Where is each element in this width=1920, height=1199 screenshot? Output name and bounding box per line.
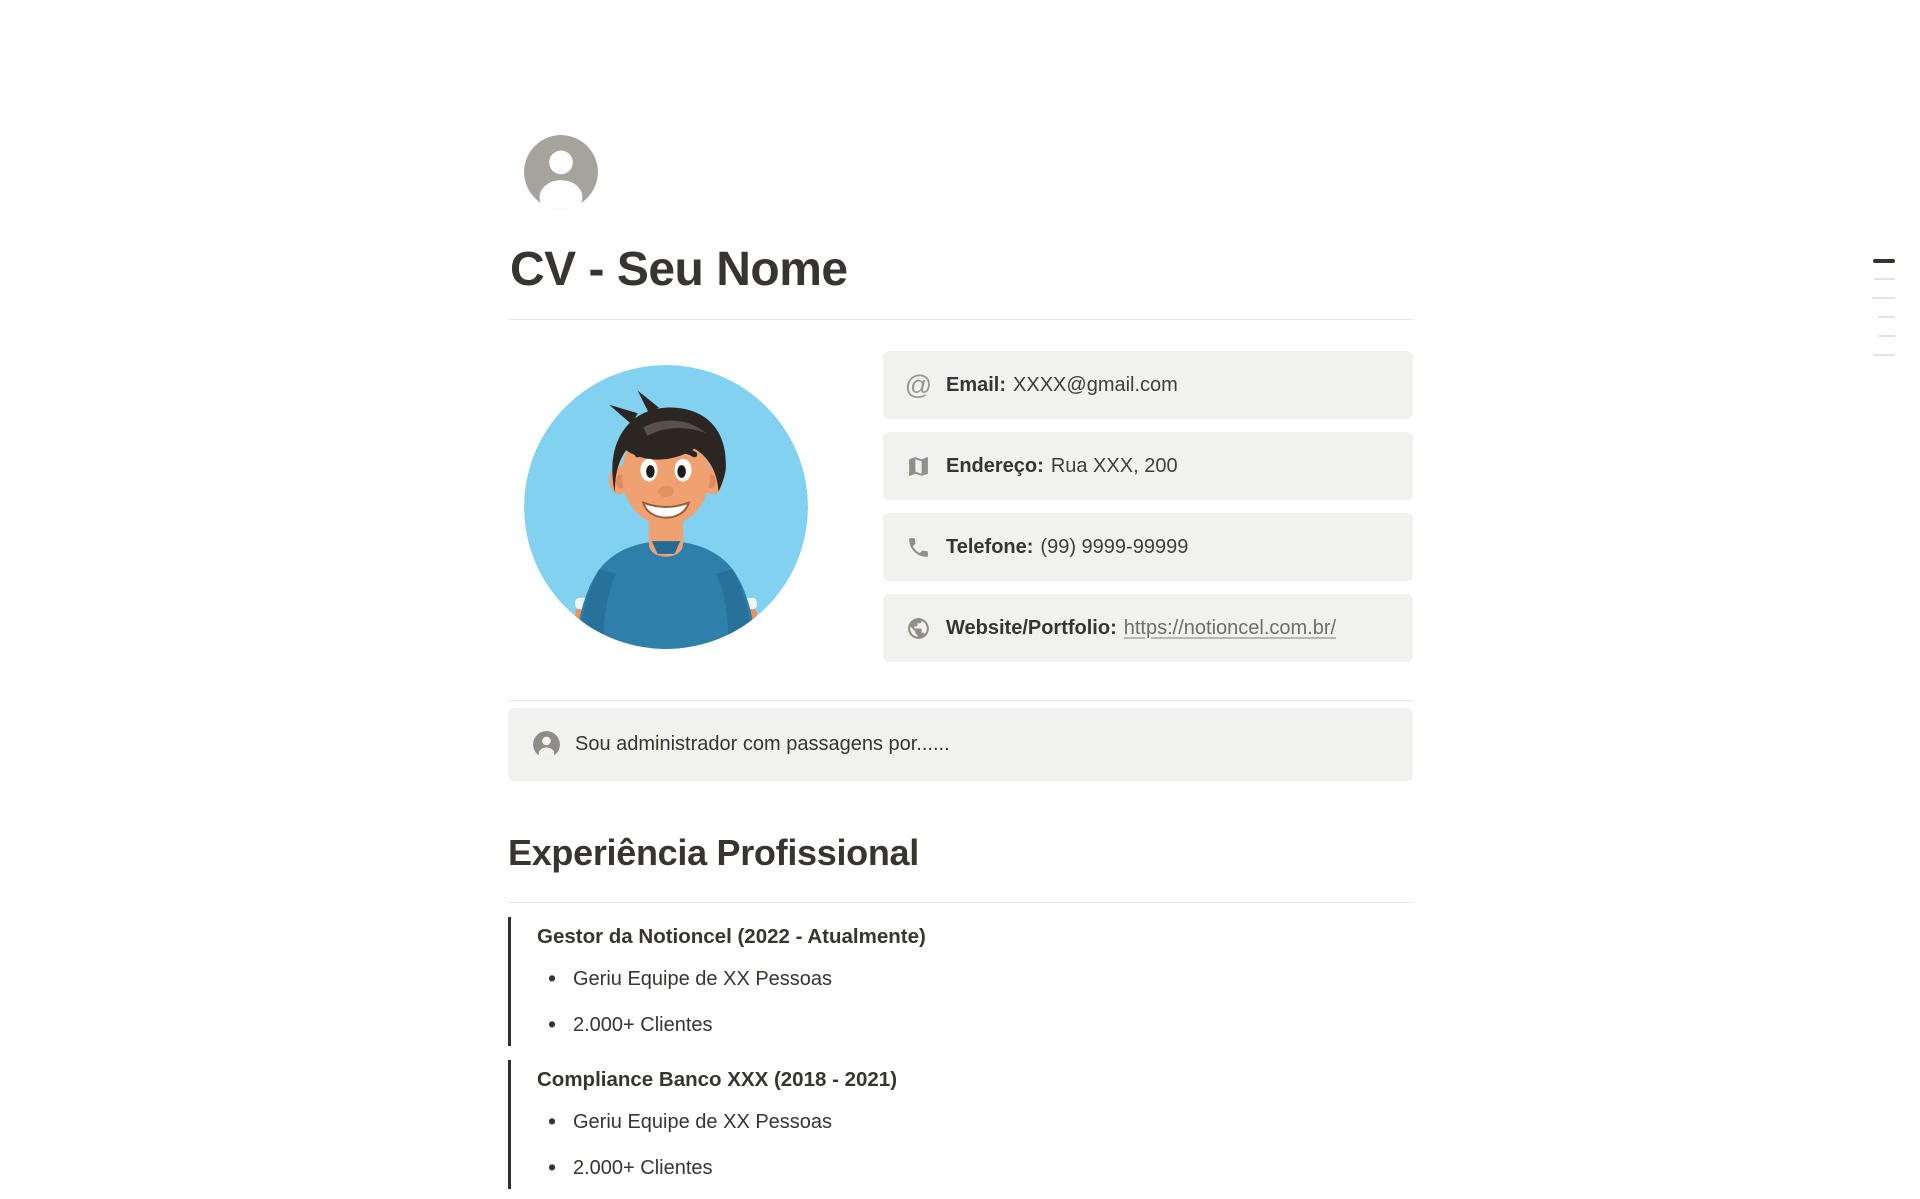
at-icon: @: [904, 369, 933, 400]
contact-label: Email:: [946, 373, 1007, 396]
job-bullet: • 2.000+ Clientes: [537, 1153, 1413, 1183]
contact-label: Website/Portfolio:: [946, 616, 1117, 639]
globe-icon: [905, 615, 932, 642]
contact-row-email: [883, 351, 1413, 419]
profile-photo: [524, 365, 808, 649]
outline-bar[interactable]: [1873, 354, 1895, 356]
outline-bar[interactable]: [1872, 297, 1895, 299]
contact-label: Telefone:: [946, 535, 1034, 558]
contact-value: XXXX@gmail.com: [1013, 373, 1178, 396]
photo-column: [508, 351, 883, 662]
job-title: Gestor da Notioncel (2022 - Atualmente): [537, 925, 926, 948]
contact-value: Rua XXX, 200: [1050, 454, 1178, 477]
divider: [508, 319, 1413, 320]
contact-column: [883, 351, 1413, 662]
experience-heading: Experiência Profissional: [508, 832, 919, 873]
summary-callout: [508, 708, 1413, 781]
job-entry: [508, 1060, 1413, 1189]
page-content: [508, 0, 1413, 1189]
divider: [508, 902, 1413, 903]
contact-row-address: [883, 432, 1413, 500]
outline-bar[interactable]: [1874, 278, 1895, 280]
contact-row-phone: [883, 513, 1413, 581]
map-icon: [905, 453, 932, 480]
website-link[interactable]: https://notioncel.com.br/: [1123, 616, 1337, 639]
user-circle-icon[interactable]: [524, 135, 598, 209]
contact-value: (99) 9999-99999: [1040, 535, 1189, 558]
contact-row-website: [883, 594, 1413, 662]
outline-bar[interactable]: [1878, 335, 1895, 337]
job-bullet-list: [537, 964, 1413, 1040]
contact-label: Endereço:: [946, 454, 1044, 477]
profile-columns: [508, 351, 1413, 662]
outline-bar-active[interactable]: [1873, 259, 1895, 263]
summary-text: Sou administrador com passagens por......: [575, 733, 950, 755]
job-title: Compliance Banco XXX (2018 - 2021): [537, 1068, 898, 1091]
page-title[interactable]: CV - Seu Nome: [510, 243, 848, 296]
job-entry: [508, 917, 1413, 1046]
phone-icon: [905, 534, 932, 561]
divider: [508, 700, 1413, 701]
job-bullet: • Geriu Equipe de XX Pessoas: [537, 1107, 1413, 1137]
outline-bar[interactable]: [1878, 316, 1895, 318]
outline-indicator[interactable]: [1872, 259, 1895, 373]
job-bullet: • 2.000+ Clientes: [537, 1010, 1413, 1040]
person-circle-icon: [533, 731, 560, 758]
job-bullet-list: [537, 1107, 1413, 1183]
job-bullet: • Geriu Equipe de XX Pessoas: [537, 964, 1413, 994]
